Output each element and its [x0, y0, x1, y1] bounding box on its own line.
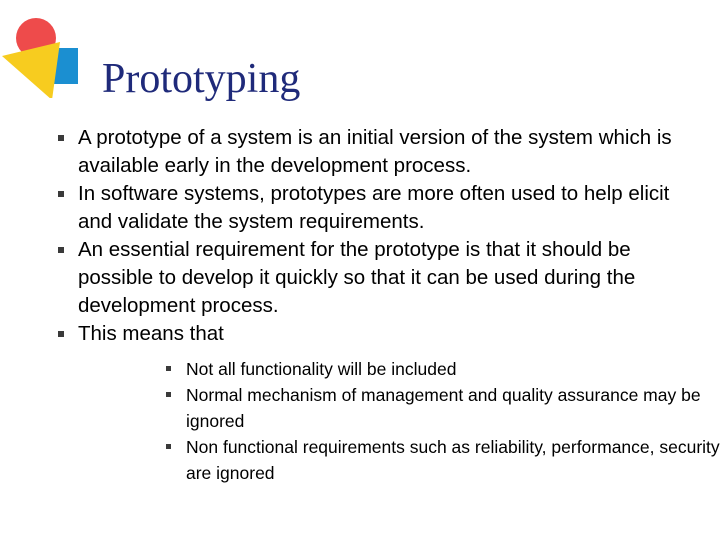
square-bullet-icon: [58, 331, 64, 337]
bullet-text: In software systems, prototypes are more often used to help elicit and validate the system requirements.: [78, 182, 670, 233]
logo-yellow-triangle: [2, 42, 60, 98]
bullet-item: [0, 236, 698, 320]
sub-bullet-item: [78, 356, 720, 382]
sub-bullet-text: Not all functionality will be included: [186, 359, 457, 379]
square-bullet-icon: [166, 366, 171, 371]
square-bullet-icon: [166, 392, 171, 397]
bullet-item: [0, 180, 698, 236]
square-bullet-icon: [58, 247, 64, 253]
slide-title: Prototyping: [102, 56, 301, 102]
square-bullet-icon: [58, 135, 64, 141]
square-bullet-icon: [58, 191, 64, 197]
square-bullet-icon: [166, 444, 171, 449]
geometric-logo-icon: [0, 14, 84, 98]
bullet-item: [0, 124, 698, 180]
bullet-item: [0, 320, 720, 486]
bullet-text: A prototype of a system is an initial version of the system which is available early in the development process.: [78, 126, 672, 177]
bullet-list: [0, 124, 720, 486]
sub-bullet-list: [78, 356, 720, 486]
sub-bullet-text: Non functional requirements such as reliability, performance, security are ignored: [186, 437, 720, 483]
bullet-text: An essential requirement for the prototype is that it should be possible to develop it quickly so that it can be used during the development process.: [78, 238, 636, 317]
sub-bullet-text: Normal mechanism of management and quality assurance may be ignored: [186, 385, 701, 431]
bullet-text: This means that: [78, 322, 224, 345]
sub-bullet-item: [78, 382, 720, 434]
sub-bullet-item: [78, 434, 720, 486]
